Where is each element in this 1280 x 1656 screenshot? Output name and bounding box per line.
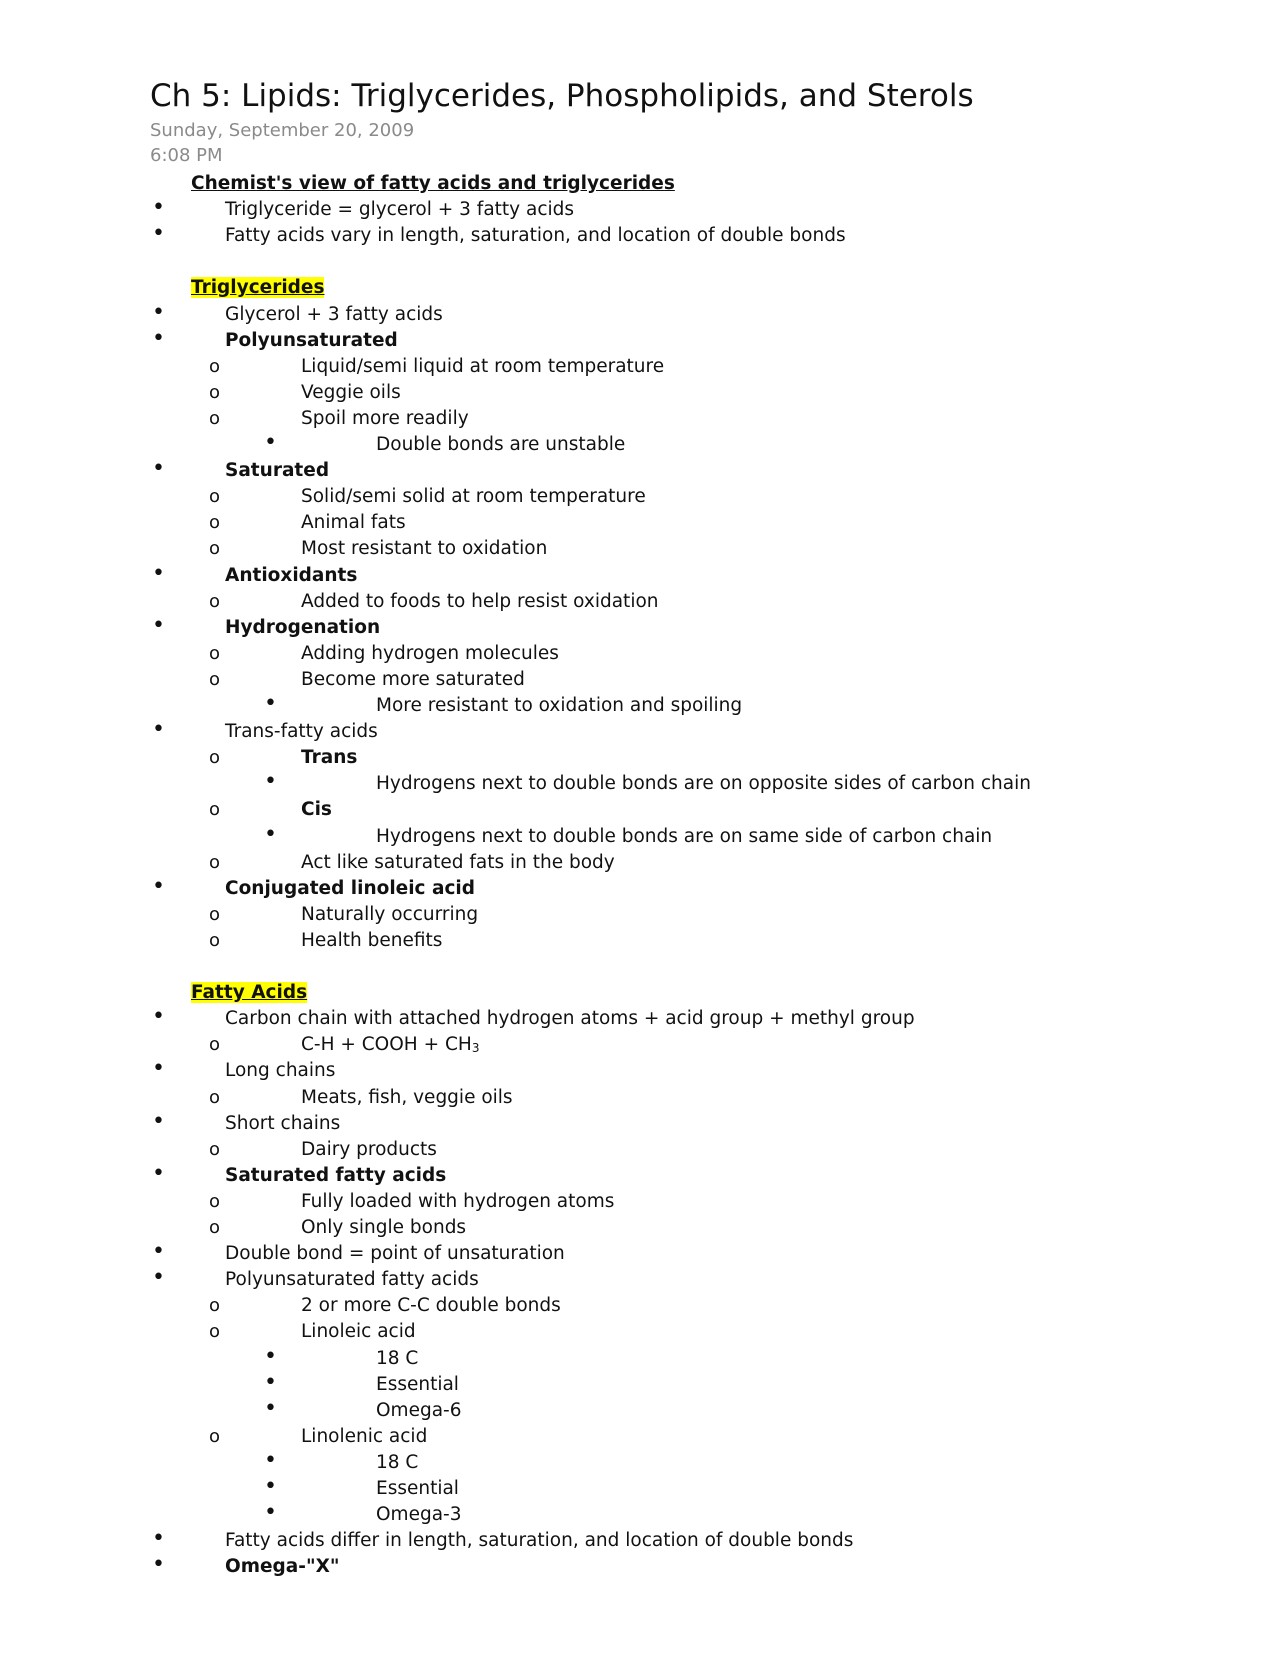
list-item [152,560,358,589]
list-item-text: Spoil more readily [301,407,469,429]
circle-bullet-icon: o [209,642,221,664]
circle-bullet-icon: o [209,1086,221,1108]
list-item [209,354,665,380]
list-item-text: Health benefits [301,929,443,951]
list-item-text: Polyunsaturated fatty acids [225,1269,479,1291]
list-item [152,1552,340,1580]
list-item [209,1032,480,1058]
dot-bullet-icon: • [264,1500,277,1526]
list-item [152,1108,341,1137]
list-item-text: Saturated [225,460,330,482]
list-item-text: Liquid/semi liquid at room temperature [301,355,665,377]
subscript: 3 [471,1041,480,1056]
circle-bullet-icon: o [209,1034,221,1056]
dot-bullet-icon: • [152,456,165,482]
list-item-text: C-H + COOH + CH [301,1034,472,1056]
list-item-text: Trans-fatty acids [225,721,378,743]
circle-bullet-icon: o [209,799,221,821]
list-item [209,1137,437,1163]
dot-bullet-icon: • [152,221,165,247]
list-item-text: Long chains [225,1060,336,1082]
list-item-text: More resistant to oxidation and spoiling [376,695,743,716]
section-heading-text: Fatty Acids [191,982,308,1004]
dot-bullet-icon: • [264,430,277,455]
list-item-text: Naturally occurring [301,903,479,925]
dot-bullet-icon: • [152,1056,165,1082]
list-item [209,589,659,615]
list-item-text: Most resistant to oxidation [301,538,548,560]
list-item [264,769,1031,797]
list-item [152,195,575,223]
dot-bullet-icon: • [152,717,165,743]
section-heading [191,980,307,1006]
dot-bullet-icon: • [152,1552,165,1578]
circle-bullet-icon: o [209,512,221,534]
circle-bullet-icon: o [209,668,221,690]
list-item-text: Glycerol + 3 fatty acids [225,303,443,325]
dot-bullet-icon: • [152,1239,165,1265]
list-item-text: Animal fats [301,512,406,534]
dot-bullet-icon: • [264,1369,277,1395]
list-item-text: Linolenic acid [301,1425,428,1447]
list-item [209,745,358,771]
list-item-text: Solid/semi solid at room temperature [301,486,646,508]
circle-bullet-icon: o [209,538,221,560]
list-item-text: Saturated fatty acids [225,1164,447,1186]
list-item [209,928,443,954]
list-item-text: Fatty acids vary in length, saturation, and location of double bonds [225,225,846,247]
dot-bullet-icon: • [152,1160,165,1186]
list-item [152,1004,915,1032]
list-item [209,1085,513,1111]
list-item [152,1160,447,1189]
circle-bullet-icon: o [209,1321,221,1343]
list-item [264,1447,419,1476]
circle-bullet-icon: o [209,851,221,873]
list-item-text: Polyunsaturated [225,329,398,351]
circle-bullet-icon: o [209,747,221,769]
list-item-text: Added to foods to help resist oxidation [301,590,659,612]
dot-bullet-icon: • [264,1447,277,1473]
dot-bullet-icon: • [264,1474,277,1499]
list-item-text: Double bonds are unstable [376,434,626,455]
list-item-text: Carbon chain with attached hydrogen atoms + acid group + methyl group [225,1008,915,1030]
list-item-text: Omega-6 [376,1399,462,1421]
list-item [152,221,846,249]
dot-bullet-icon: • [152,873,165,899]
dot-bullet-icon: • [152,299,165,325]
list-item [152,299,443,328]
list-item [152,873,476,902]
list-item-text: Cis [301,799,332,821]
section-heading [191,275,324,301]
list-item [209,510,406,536]
dot-bullet-icon: • [152,325,165,351]
list-item [264,430,626,458]
list-item-text: Trans [301,747,358,769]
circle-bullet-icon: o [209,1138,221,1160]
dot-bullet-icon: • [264,1395,277,1421]
circle-bullet-icon: o [209,903,221,925]
list-item-text: Triglyceride = glycerol + 3 fatty acids [225,199,575,221]
list-item-text: Adding hydrogen molecules [301,642,559,664]
dot-bullet-icon: • [264,821,277,847]
dot-bullet-icon: • [152,560,165,586]
list-item-text: Antioxidants [225,564,358,586]
list-item [264,1369,459,1398]
list-item [209,1215,467,1241]
list-item [209,797,332,823]
list-item-text: Fatty acids differ in length, saturation, and location of double bonds [225,1530,854,1552]
circle-bullet-icon: o [209,407,221,429]
list-item-text: Meats, fish, veggie oils [301,1086,513,1108]
list-item [209,1319,416,1345]
list-item [209,902,479,928]
dot-bullet-icon: • [152,195,165,221]
list-item-text: 18 C [376,1347,419,1369]
list-item-text: Veggie oils [301,381,401,403]
list-item [209,850,615,876]
list-item-text: Essential [376,1478,459,1499]
circle-bullet-icon: o [209,1425,221,1447]
list-item-text: Become more saturated [301,668,525,690]
dot-bullet-icon: • [264,1343,277,1369]
list-item [264,1343,419,1372]
list-item-text: 2 or more C-C double bonds [301,1295,561,1317]
circle-bullet-icon: o [209,929,221,951]
circle-bullet-icon: o [209,1190,221,1212]
list-item [264,1500,462,1528]
dot-bullet-icon: • [152,1526,165,1552]
dot-bullet-icon: • [264,691,277,716]
section-heading-text: Triglycerides [191,277,325,299]
list-item [209,1424,428,1450]
circle-bullet-icon: o [209,590,221,612]
circle-bullet-icon: o [209,1295,221,1317]
list-item-text: Linoleic acid [301,1321,416,1343]
list-item-text: Hydrogens next to double bonds are on same side of carbon chain [376,825,993,847]
dot-bullet-icon: • [152,1004,165,1030]
list-item-text: Dairy products [301,1138,437,1160]
dot-bullet-icon: • [152,1108,165,1134]
list-item [264,821,993,850]
list-item-text: Omega-3 [376,1504,462,1526]
list-item [152,717,378,745]
list-item [209,667,525,693]
dot-bullet-icon: • [152,612,165,638]
list-item-text: Double bond = point of unsaturation [225,1243,565,1265]
list-item [209,536,548,562]
list-item [152,1526,854,1554]
list-item-text: Conjugated linoleic acid [225,877,476,899]
list-item [209,380,401,406]
section-heading [191,171,675,197]
list-item [264,1474,459,1502]
list-item-text: Omega-"X" [225,1556,340,1578]
circle-bullet-icon: o [209,381,221,403]
list-item [209,1293,561,1319]
list-item [152,1056,336,1084]
list-item [264,691,743,719]
circle-bullet-icon: o [209,486,221,508]
list-item-text: Hydrogens next to double bonds are on opposite sides of carbon chain [376,773,1031,795]
list-item-text: Hydrogenation [225,616,381,638]
list-item [152,612,381,641]
list-item-text: Short chains [225,1112,341,1134]
page-title: Ch 5: Lipids: Triglycerides, Phospholipids, and Sterols [150,78,974,114]
dot-bullet-icon: • [152,1265,165,1291]
list-item [152,1239,565,1267]
section-heading-text: Chemist's view of fatty acids and triglycerides [191,173,675,194]
list-item [152,1265,479,1293]
note-date: Sunday, September 20, 2009 [150,120,415,141]
list-item-text: Act like saturated fats in the body [301,851,615,873]
list-item [264,1395,462,1424]
dot-bullet-icon: • [264,769,277,795]
list-item [152,325,398,354]
list-item-text: Only single bonds [301,1217,467,1238]
list-item [209,1189,615,1215]
list-item-text: 18 C [376,1451,419,1473]
list-item [209,406,469,432]
list-item [209,484,646,510]
note-time: 6:08 PM [150,145,223,166]
circle-bullet-icon: o [209,1217,221,1238]
list-item-text: Essential [376,1373,459,1395]
list-item [209,641,559,667]
list-item [152,456,330,484]
circle-bullet-icon: o [209,355,221,377]
list-item-text: Fully loaded with hydrogen atoms [301,1190,615,1212]
